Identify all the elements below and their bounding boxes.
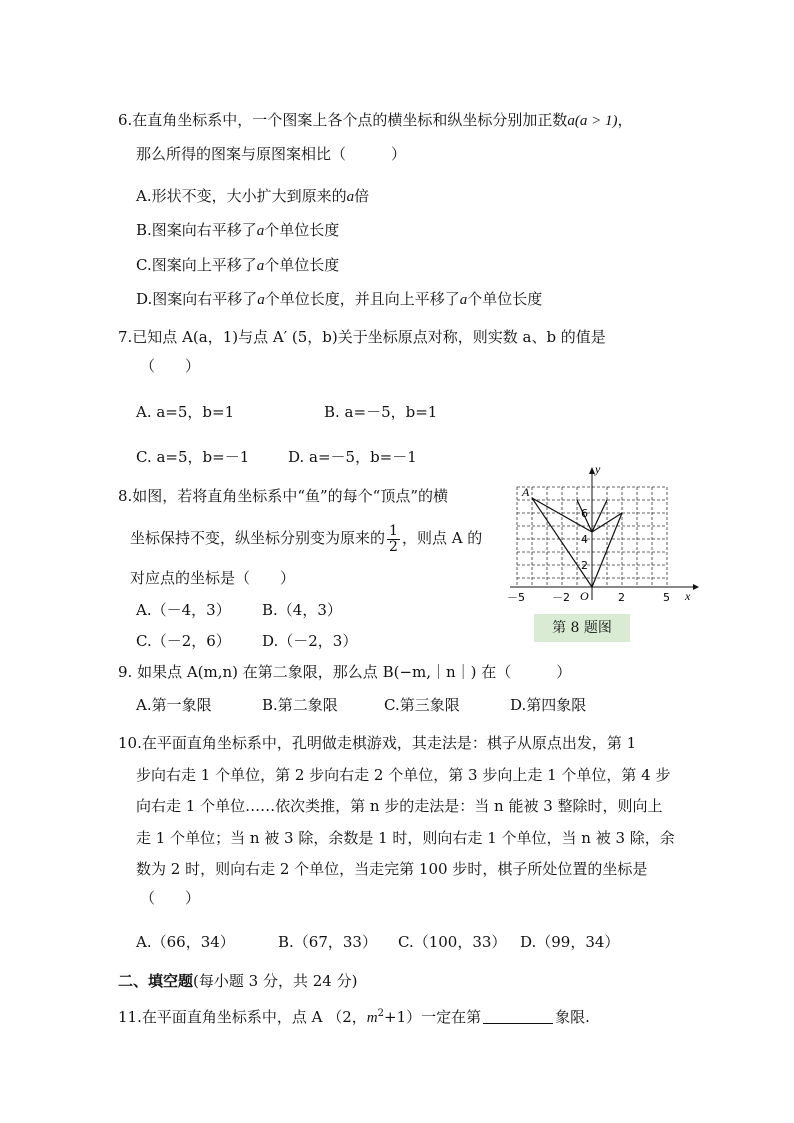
section-2-heading bbox=[118, 971, 357, 991]
q8-option-c: C.（－2，6） bbox=[136, 632, 231, 650]
q7-option-c: C. a=5，b=－1 bbox=[136, 448, 250, 466]
q10-line5: 数为 2 时，则向右走 2 个单位，当走完第 100 步时，棋子所处位置的坐标是 bbox=[136, 860, 648, 878]
x-axis-arrow bbox=[693, 584, 699, 590]
fraction-numerator: 1 bbox=[389, 522, 398, 539]
q6-c-post: 个单位长度 bbox=[264, 256, 340, 274]
q6-tail: ， bbox=[617, 111, 633, 129]
q8-option-a: A.（－4，3） bbox=[136, 601, 231, 619]
q9-option-c: C.第三象限 bbox=[384, 696, 460, 714]
q11-line1 bbox=[118, 1004, 590, 1028]
q10-line3: 向右走 1 个单位……依次类推，第 n 步的走法是：当 n 能被 3 整除时，则向上 bbox=[136, 797, 663, 815]
q6-c-var: a bbox=[256, 258, 265, 274]
q6-c-text: C.图案向上平移了 bbox=[136, 256, 257, 274]
q10-paren: （ ） bbox=[140, 889, 201, 907]
q9-line1: 9. 如果点 A(m,n) 在第二象限，那么点 B(−m,｜n｜) 在（ ） bbox=[118, 663, 572, 681]
tick-neg-5: －5 bbox=[507, 591, 525, 604]
q7-paren: （ ） bbox=[140, 357, 201, 375]
q11-answer-blank[interactable] bbox=[483, 1009, 553, 1024]
q11-mid: +1）一定在第 bbox=[384, 1008, 482, 1026]
section-2-note: (每小题 3 分，共 24 分) bbox=[193, 972, 358, 990]
q10-line2: 步向右走 1 个单位，第 2 步向右走 2 个单位，第 3 步向上走 1 个单位，第 4 步 bbox=[136, 766, 671, 784]
q8-line3: 对应点的坐标是（ ） bbox=[130, 569, 296, 587]
q11-var-m: m bbox=[366, 1010, 378, 1026]
q6-condition: a(a > 1) bbox=[567, 113, 618, 129]
fraction-denominator: 2 bbox=[389, 538, 398, 555]
q10-option-a: A.（66，34） bbox=[136, 933, 235, 951]
q6-line2: 那么所得的图案与原图案相比（ ） bbox=[136, 145, 407, 163]
q6-d-var2: a bbox=[459, 292, 468, 308]
q8-line1: 8.如图，若将直角坐标系中“鱼”的每个“顶点”的横 bbox=[118, 487, 448, 505]
q6-d-var1: a bbox=[257, 292, 265, 308]
q8-option-d: D.（－2，3） bbox=[262, 632, 358, 650]
q10-option-c: C.（100，33） bbox=[398, 933, 507, 951]
tick-6: 6 bbox=[581, 507, 588, 520]
q9-option-a: A.第一象限 bbox=[136, 696, 212, 714]
origin-label: O bbox=[580, 589, 589, 603]
q11-pre: 11.在平面直角坐标系中，点 A （2， bbox=[118, 1008, 367, 1026]
q6-line1 bbox=[118, 110, 632, 131]
q10-option-b: B.（67，33） bbox=[278, 933, 377, 951]
q6-option-d bbox=[136, 289, 542, 310]
q9-option-d: D.第四象限 bbox=[510, 696, 587, 714]
q8-line2-post: ，则点 A 的 bbox=[401, 529, 483, 547]
x-axis-label: x bbox=[685, 589, 691, 603]
tick-neg-2: －2 bbox=[552, 591, 570, 604]
q8-figure bbox=[505, 462, 705, 612]
q10-option-d: D.（99，34） bbox=[520, 933, 620, 951]
q6-a-post: 倍 bbox=[354, 187, 370, 205]
q6-b-text: B.图案向右平移了 bbox=[136, 221, 257, 239]
q9-option-b: B.第二象限 bbox=[262, 696, 338, 714]
q8-line2 bbox=[130, 520, 482, 556]
q6-d-mid: 个单位长度，并且向上平移了 bbox=[264, 290, 460, 308]
point-a-label: A bbox=[522, 485, 530, 499]
q6-a-var: a bbox=[346, 189, 355, 205]
q6-b-post: 个单位长度 bbox=[264, 221, 340, 239]
tick-x-5: 5 bbox=[663, 591, 670, 604]
q8-fraction bbox=[387, 524, 400, 555]
q6-option-b bbox=[136, 220, 339, 241]
q8-figure-caption: 第 8 题图 bbox=[534, 614, 630, 642]
q8-line2-pre: 坐标保持不变，纵坐标分别变为原来的 bbox=[130, 529, 386, 547]
tick-4: 4 bbox=[581, 533, 588, 546]
q6-option-c bbox=[136, 255, 339, 276]
q6-option-a bbox=[136, 186, 369, 207]
tick-2: 2 bbox=[581, 559, 588, 572]
q6-d-text: D.图案向右平移了 bbox=[136, 290, 258, 308]
q11-superscript: 2 bbox=[377, 1008, 384, 1019]
q11-post: 象限. bbox=[555, 1008, 590, 1026]
q6-a-text: A.形状不变，大小扩大到原来的 bbox=[136, 187, 347, 205]
q7-option-a: A. a=5，b=1 bbox=[136, 403, 235, 421]
q6-d-post: 个单位长度 bbox=[467, 290, 543, 308]
q10-line4: 走 1 个单位；当 n 被 3 除，余数是 1 时，则向右走 1 个单位，当 n 被 3 除，余 bbox=[136, 829, 675, 847]
tick-x-2: 2 bbox=[618, 591, 625, 604]
q6-text: 6.在直角坐标系中，一个图案上各个点的横坐标和纵坐标分别加正数 bbox=[118, 111, 568, 129]
fish-coordinate-diagram bbox=[505, 462, 705, 612]
q7-option-d: D. a=－5，b=－1 bbox=[288, 448, 417, 466]
q7-option-b: B. a=－5，b=1 bbox=[324, 403, 438, 421]
q10-line1: 10.在平面直角坐标系中，孔明做走棋游戏，其走法是：棋子从原点出发，第 1 bbox=[118, 734, 637, 752]
y-axis-label: y bbox=[595, 462, 601, 476]
section-2-title: 二、填空题 bbox=[118, 972, 194, 990]
q7-line1: 7.已知点 A(a，1)与点 A′ (5，b)关于坐标原点对称，则实数 a、b 的值是 bbox=[118, 328, 606, 346]
q6-b-var: a bbox=[256, 223, 265, 239]
q8-option-b: B.（4，3） bbox=[262, 601, 342, 619]
